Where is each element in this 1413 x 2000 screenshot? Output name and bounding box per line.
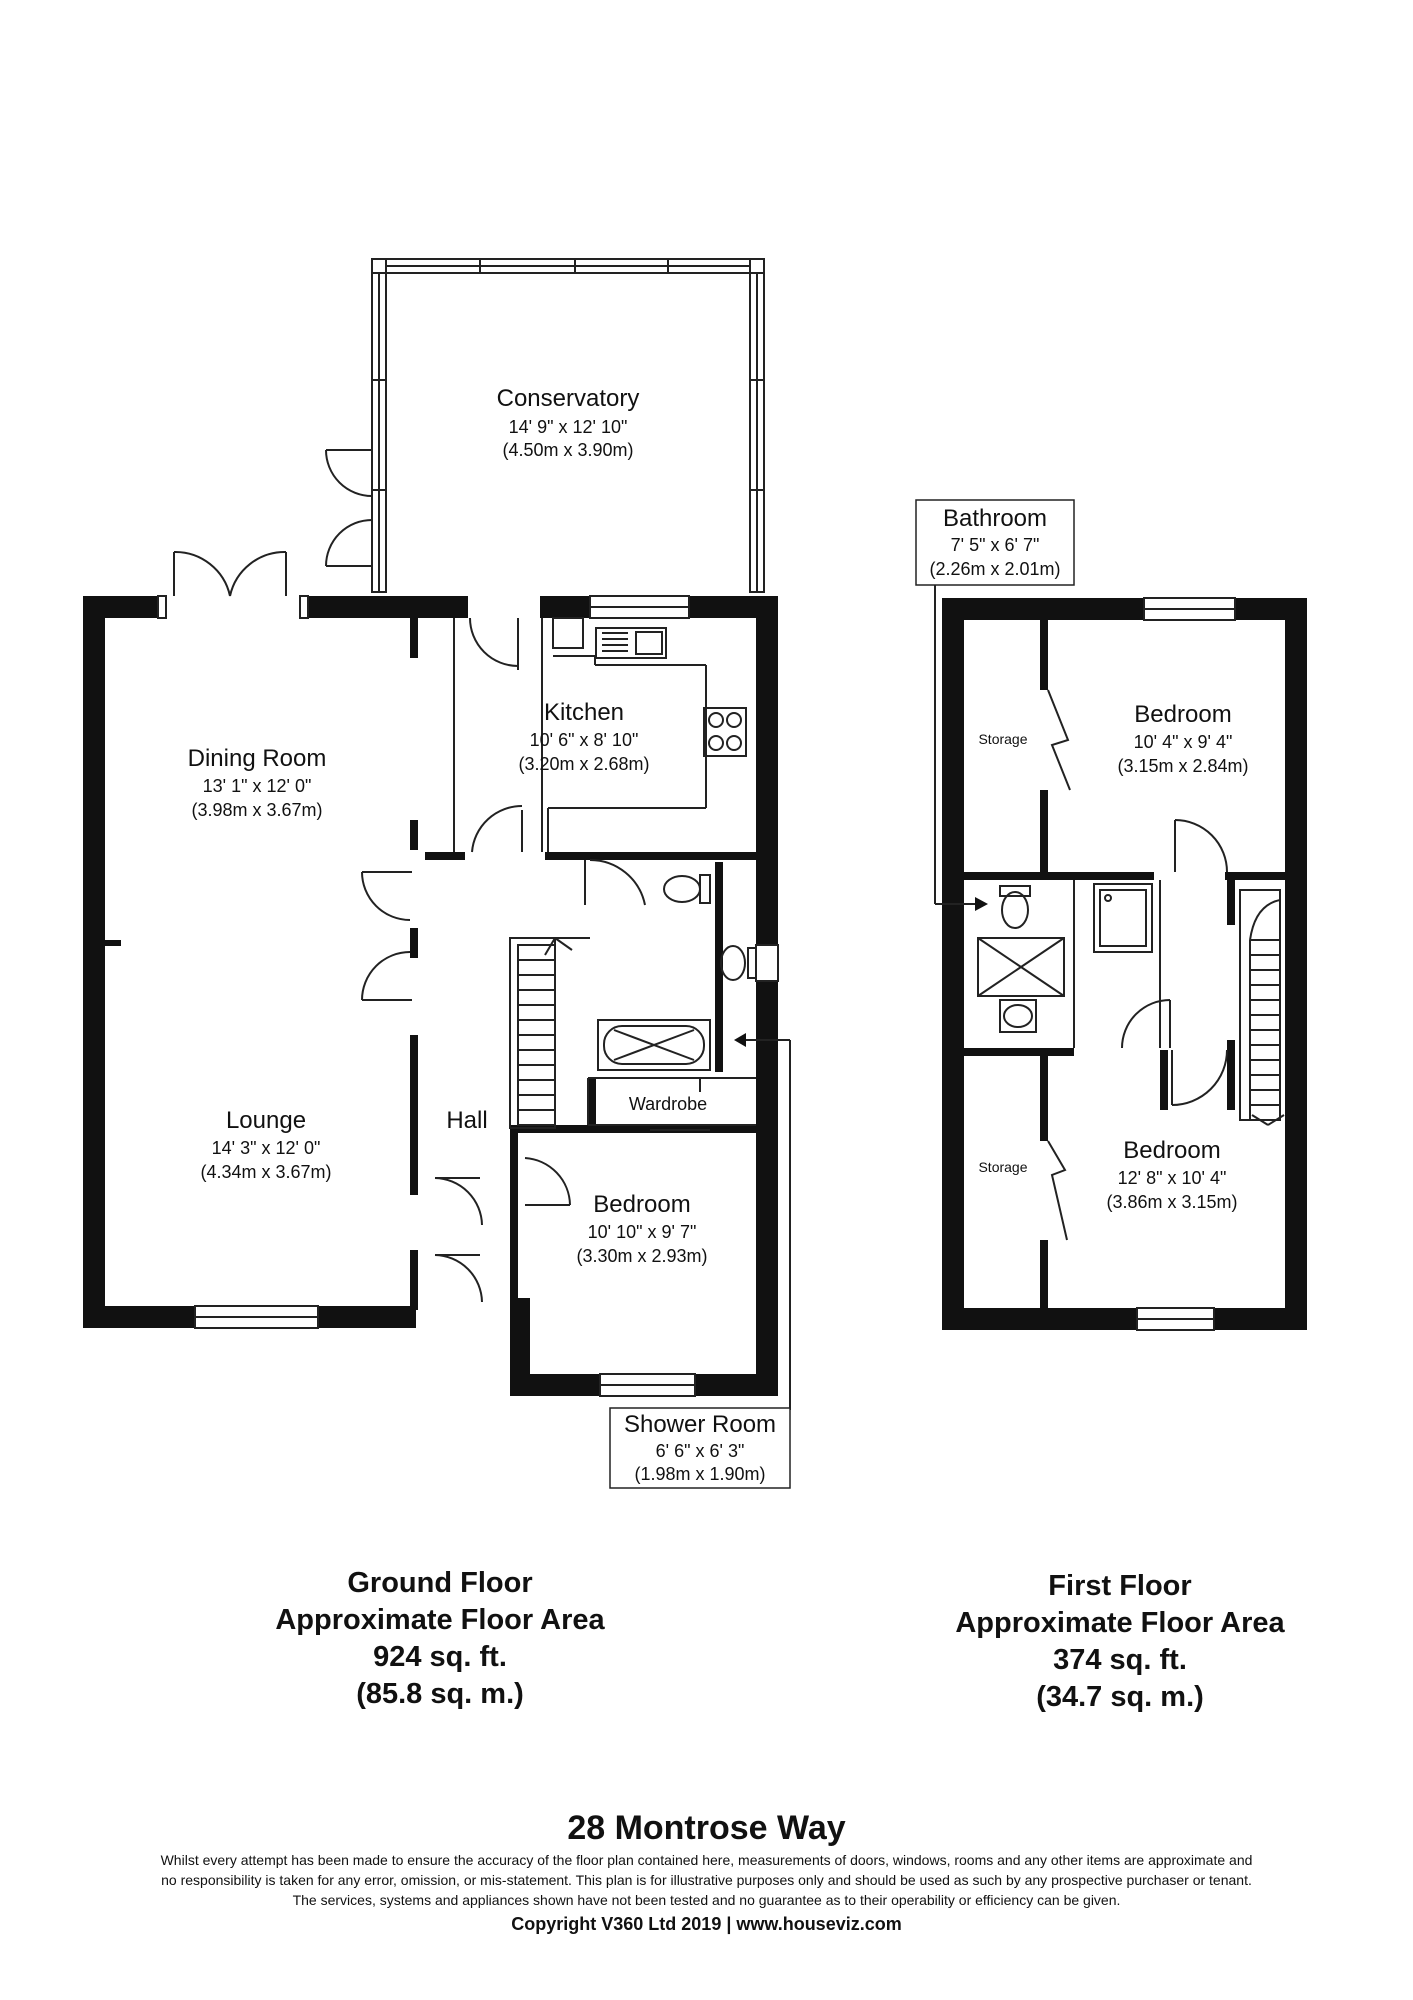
room-name: Bedroom [1123, 1137, 1221, 1164]
disclaimer-line: Whilst every attempt has been made to ensure the accuracy of the floor plan contained here, measurements of doors, windows, rooms and any other items are approximate and [160, 1852, 1253, 1868]
room-size-imperial: 12' 8" x 10' 4" [1117, 1168, 1227, 1188]
ground-windows [158, 596, 778, 1396]
room-size-metric: (2.26m x 2.01m) [929, 559, 1061, 579]
room-label-lounge [200, 1107, 331, 1182]
bathroom-fixtures [978, 884, 1152, 1032]
room-name: Storage [978, 731, 1028, 747]
room-size-imperial: 10' 10" x 9' 7" [587, 1222, 697, 1242]
room-label-storage-2 [978, 1159, 1027, 1175]
room-name: Dining Room [187, 745, 327, 772]
dining-french-doors [174, 552, 286, 596]
first-thin-walls [1074, 880, 1284, 1125]
kitchen-sink [596, 628, 666, 658]
kitchen-hob [704, 708, 746, 756]
first-floor-area-summary [880, 1568, 1360, 1716]
ground-floor-plan [83, 259, 790, 1488]
floor-area-sqm: (34.7 sq. m.) [1036, 1681, 1204, 1713]
room-size-metric: (3.15m x 2.84m) [1117, 756, 1249, 776]
property-address: 28 Montrose Way [567, 1809, 846, 1847]
room-label-first-bedroom-1 [1117, 701, 1248, 776]
first-floor-plan [916, 500, 1307, 1330]
room-name: Bedroom [1134, 701, 1232, 728]
room-size-metric: (1.98m x 1.90m) [634, 1464, 766, 1484]
floor-area-label: Approximate Floor Area [275, 1604, 605, 1636]
room-label-bathroom [916, 500, 1074, 585]
disclaimer-line: no responsibility is taken for any error, omission, or mis-statement. This plan is for illustrative purposes only and should be used as such by any prospective purchaser or tenant. [161, 1872, 1252, 1888]
room-size-imperial: 10' 6" x 8' 10" [529, 730, 639, 750]
room-name: Kitchen [543, 699, 625, 726]
ground-exterior-walls [83, 596, 778, 1396]
room-size-imperial: 6' 6" x 6' 3" [655, 1441, 745, 1461]
copyright: Copyright V360 Ltd 2019 | www.houseviz.com [511, 1914, 902, 1934]
room-label-hall [446, 1107, 487, 1134]
conservatory-french-doors [326, 450, 372, 566]
room-name: Lounge [225, 1107, 307, 1134]
room-label-dining-room [188, 745, 327, 820]
room-label-bedroom-ground [576, 1191, 707, 1266]
room-size-imperial: 7' 5" x 6' 7" [950, 535, 1040, 555]
room-size-imperial: 13' 1" x 12' 0" [202, 776, 312, 796]
footer [0, 1808, 1413, 1936]
room-label-kitchen [518, 699, 649, 774]
room-label-first-bedroom-2 [1106, 1137, 1237, 1212]
room-name: Bedroom [593, 1191, 691, 1218]
room-size-imperial: 14' 3" x 12' 0" [211, 1138, 321, 1158]
room-size-imperial: 10' 4" x 9' 4" [1133, 732, 1233, 752]
floor-heading: First Floor [1048, 1570, 1192, 1602]
room-name: Hall [446, 1107, 488, 1134]
room-size-metric: (4.50m x 3.90m) [502, 440, 634, 460]
shower-room-fixtures [588, 875, 756, 1125]
room-size-metric: (4.34m x 3.67m) [200, 1162, 332, 1182]
floor-area-sqft: 374 sq. ft. [1053, 1644, 1187, 1676]
floor-area-sqft: 924 sq. ft. [373, 1641, 507, 1673]
room-size-metric: (3.20m x 2.68m) [518, 754, 650, 774]
room-label-conservatory [497, 385, 640, 460]
room-label-storage-1 [978, 731, 1027, 747]
disclaimer-line: The services, systems and appliances shown have not been tested and no guarantee as to their operability or efficiency can be given. [292, 1892, 1121, 1908]
room-name: Storage [978, 1159, 1028, 1175]
floor-area-sqm: (85.8 sq. m.) [356, 1678, 524, 1710]
room-name: Bathroom [942, 505, 1048, 532]
room-size-metric: (3.86m x 3.15m) [1106, 1192, 1238, 1212]
room-label-wardrobe [629, 1094, 707, 1114]
disclaimer [0, 1850, 1413, 1910]
floor-heading: Ground Floor [347, 1567, 533, 1599]
room-label-shower-room [610, 1408, 790, 1488]
room-size-metric: (3.30m x 2.93m) [576, 1246, 708, 1266]
first-exterior-walls [942, 598, 1307, 1330]
ground-floor-area-summary [200, 1565, 680, 1713]
room-name: Wardrobe [628, 1094, 708, 1114]
room-size-metric: (3.98m x 3.67m) [191, 800, 323, 820]
floor-area-label: Approximate Floor Area [955, 1607, 1285, 1639]
ground-stairs [510, 938, 590, 1128]
room-name: Shower Room [623, 1411, 777, 1438]
room-size-imperial: 14' 9" x 12' 10" [508, 417, 628, 437]
room-name: Conservatory [496, 385, 640, 412]
